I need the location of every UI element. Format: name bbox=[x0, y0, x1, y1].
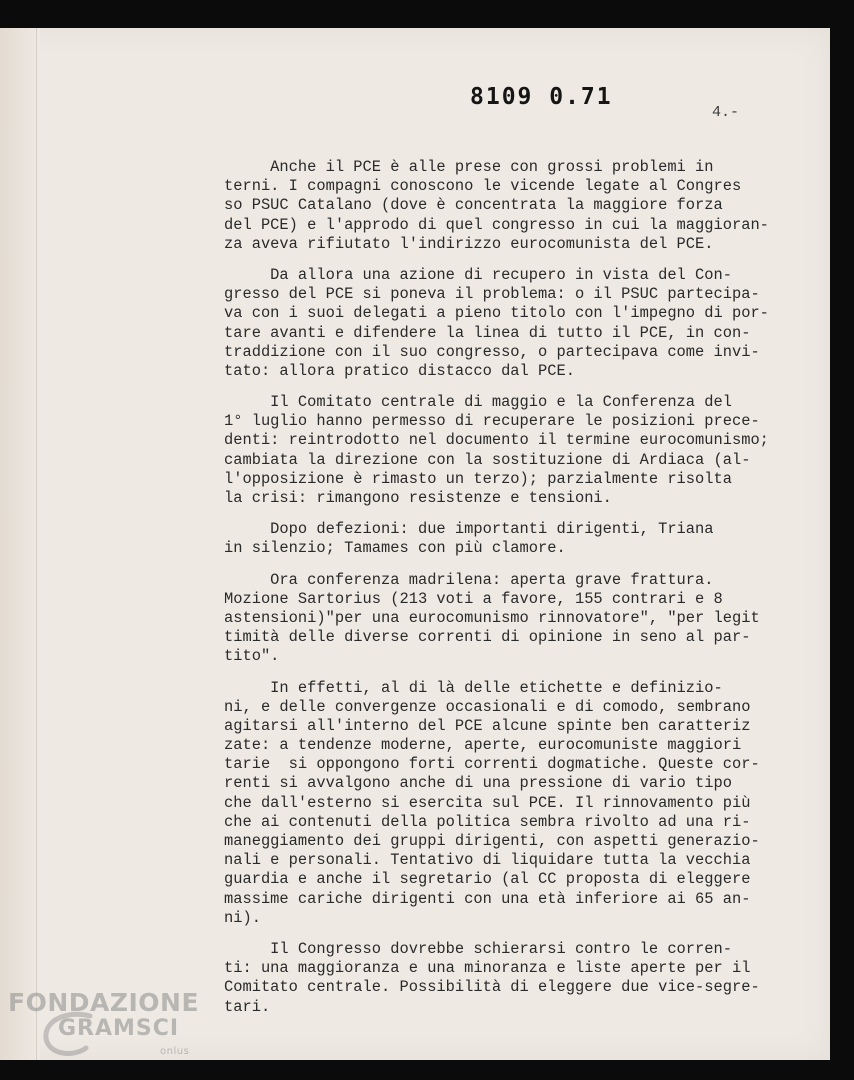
text-line: Il Comitato centrale di maggio e la Conferenza del bbox=[224, 393, 732, 412]
typed-text-body bbox=[224, 158, 804, 1029]
text-line: tari. bbox=[224, 997, 271, 1016]
paragraph-pce-problems bbox=[224, 158, 804, 254]
paragraph-internal-tendencies bbox=[224, 679, 804, 928]
text-line: Anche il PCE è alle prese con grossi problemi in bbox=[224, 158, 714, 176]
text-line: ni, e delle convergenze occasionali e di comodo, sembrano bbox=[224, 697, 751, 716]
text-line: nali e personali. Tentativo di liquidare tutta la vecchia bbox=[224, 851, 751, 870]
text-line: che ai contenuti della politica sembra rivolto ad una ri- bbox=[224, 812, 751, 831]
paragraph-central-committee bbox=[224, 393, 804, 508]
text-line: gresso del PCE si poneva il problema: o il PSUC partecipa- bbox=[224, 285, 760, 304]
binding-line bbox=[36, 28, 37, 1060]
text-line: guardia e anche il segretario (al CC proposta di eleggere bbox=[224, 870, 751, 889]
text-line: za aveva rifiutato l'indirizzo eurocomunista del PCE. bbox=[224, 234, 714, 253]
text-line: denti: reintrodotto nel documento il termine eurocomunismo; bbox=[224, 431, 769, 450]
text-line: maneggiamento dei gruppi dirigenti, con aspetti generazio- bbox=[224, 832, 760, 850]
paragraph-defections bbox=[224, 520, 804, 558]
page-number: 4.- bbox=[712, 104, 740, 121]
watermark-text-onlus: onlus bbox=[160, 1046, 190, 1057]
text-line: tito". bbox=[224, 647, 280, 666]
text-line: Comitato centrale. Possibilità di eleggere due vice-segre- bbox=[224, 978, 760, 997]
text-line: traddizione con il suo congresso, o partecipava come invi- bbox=[224, 342, 760, 361]
text-line: astensioni)"per una eurocomunismo rinnovatore", "per legit bbox=[224, 608, 760, 627]
watermark-text-gramsci: GRAMSCI bbox=[58, 1016, 180, 1041]
paragraph-congress bbox=[224, 940, 804, 1017]
text-line: ni). bbox=[224, 908, 261, 927]
text-line: che dall'esterno si esercita sul PCE. Il rinnovamento più bbox=[224, 793, 751, 812]
text-line: zate: a tendenze moderne, aperte, eurocomuniste maggiori bbox=[224, 736, 742, 755]
text-line: In effetti, al di là delle etichette e definizio- bbox=[224, 678, 723, 697]
text-line: tare avanti e difendere la linea di tutto il PCE, in con- bbox=[224, 323, 751, 342]
text-line: timità delle diverse correnti di opinione in seno al par- bbox=[224, 628, 751, 647]
text-line: so PSUC Catalano (dove è concentrata la maggiore forza bbox=[224, 196, 723, 215]
text-line: Da allora una azione di recupero in vista del Con- bbox=[224, 265, 732, 284]
text-line: 1° luglio hanno permesso di recuperare le posizioni prece- bbox=[224, 412, 760, 431]
text-line: del PCE) e l'approdo di quel congresso in cui la maggioran- bbox=[224, 215, 769, 234]
paragraph-madrid-conference bbox=[224, 571, 804, 667]
text-line: va con i suoi delegati a pieno titolo con l'impegno di por- bbox=[224, 304, 769, 323]
text-line: Mozione Sartorius (213 voti a favore, 155 contrari e 8 bbox=[224, 589, 723, 608]
text-line: terni. I compagni conoscono le vicende legate al Congres bbox=[224, 177, 742, 196]
text-line: ti: una maggioranza e una minoranza e liste aperte per il bbox=[224, 959, 751, 978]
text-line: tato: allora pratico distacco dal PCE. bbox=[224, 361, 575, 380]
paragraph-recovery bbox=[224, 266, 804, 381]
fondazione-gramsci-watermark bbox=[8, 988, 208, 1058]
text-line: renti si avvalgono anche di una pressione di vario tipo bbox=[224, 774, 732, 793]
text-line: Dopo defezioni: due importanti dirigenti, Triana bbox=[224, 520, 714, 539]
text-line: cambiata la direzione con la sostituzione di Ardiaca (al- bbox=[224, 450, 751, 469]
text-line: Il Congresso dovrebbe schierarsi contro le corren- bbox=[224, 939, 732, 958]
archive-stamp-number: 8109 0.71 bbox=[470, 84, 613, 110]
text-line: la crisi: rimangono resistenze e tensioni. bbox=[224, 489, 612, 507]
text-line: massime cariche dirigenti con una età inferiore ai 65 an- bbox=[224, 889, 751, 908]
text-line: l'opposizione è rimasto un terzo); parzialmente risolta bbox=[224, 469, 732, 488]
text-line: Ora conferenza madrilena: aperta grave frattura. bbox=[224, 570, 714, 589]
text-line: in silenzio; Tamames con più clamore. bbox=[224, 539, 566, 558]
watermark-text-fondazione: FONDAZIONE bbox=[8, 988, 200, 1017]
paper-binding-edge bbox=[0, 28, 40, 1060]
text-line: tarie si oppongono forti correnti dogmatiche. Queste cor- bbox=[224, 755, 760, 774]
text-line: agitarsi all'interno del PCE alcune spinte ben caratteriz bbox=[224, 716, 751, 735]
